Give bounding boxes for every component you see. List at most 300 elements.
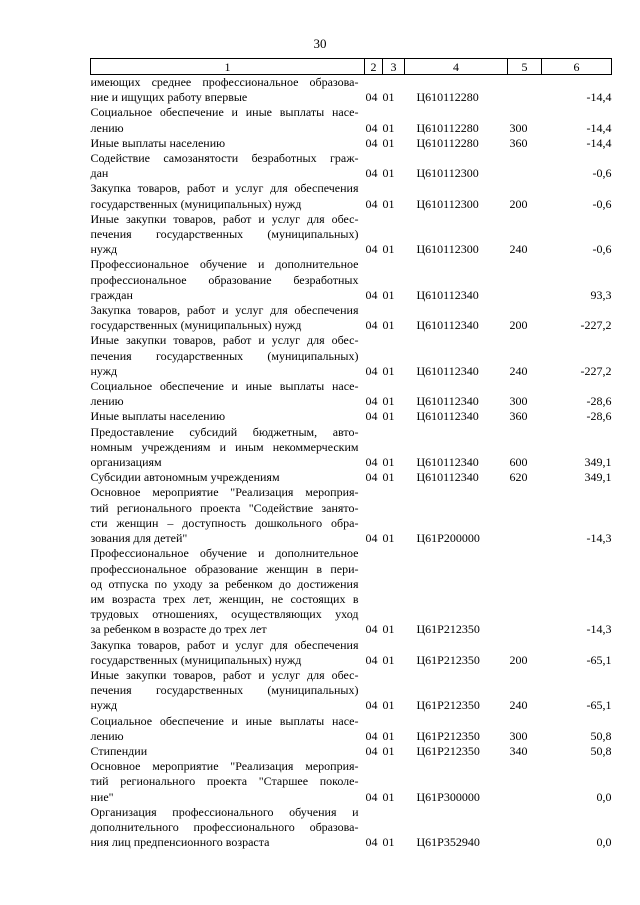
expense-type-code: 200 [509, 652, 528, 667]
subsection-code: 01 [382, 287, 395, 302]
subsection-code-cell [383, 425, 405, 471]
section-code-cell [365, 409, 383, 424]
row-name-line: ние" [90, 789, 114, 804]
expense-type-code-cell [508, 668, 542, 714]
subsection-code: 01 [382, 120, 395, 135]
row-name-line: государственных (муниципальных) нужд [90, 318, 302, 333]
row-name [91, 546, 365, 637]
expense-type-code: 200 [509, 196, 528, 211]
expense-type-code [508, 531, 510, 545]
target-article-code: Ц61Р212350 [416, 728, 480, 743]
target-article-code-cell [405, 333, 508, 379]
target-article-code: Ц61Р212350 [416, 743, 480, 758]
expense-type-code-cell [508, 759, 542, 805]
column-header: 1 [91, 59, 365, 75]
expense-type-code-cell [508, 470, 542, 485]
target-article-code: Ц61Р200000 [416, 531, 480, 546]
table-row [91, 409, 612, 424]
row-name-line: государственных (муниципальных) нужд [90, 652, 302, 667]
section-code-cell [365, 379, 383, 409]
amount-value: 0,0 [596, 835, 612, 850]
row-name-line: Иные закупки товаров, работ и услуг для обес- [90, 667, 359, 682]
section-code-cell [365, 136, 383, 151]
amount-value-cell [542, 257, 612, 303]
amount-value: -65,1 [586, 698, 612, 713]
table-row [91, 805, 612, 851]
column-header: 3 [383, 59, 405, 75]
amount-value-cell [542, 714, 612, 744]
expense-type-code-cell [508, 425, 542, 471]
section-code: 04 [365, 135, 378, 150]
expense-type-code-cell [508, 181, 542, 211]
expense-type-code-cell [508, 75, 542, 106]
expense-type-code: 300 [509, 120, 528, 135]
column-header: 4 [405, 59, 508, 75]
section-code: 04 [365, 622, 378, 637]
row-name-line: Закупка товаров, работ и услуг для обеспечения [90, 181, 359, 196]
expense-type-code: 360 [509, 409, 528, 424]
amount-value-cell [542, 212, 612, 258]
amount-value: 93,3 [590, 287, 612, 302]
subsection-code-cell [383, 257, 405, 303]
target-article-code: Ц61Р212350 [416, 652, 480, 667]
target-article-code-cell [405, 759, 508, 805]
row-name-line: Иные выплаты населению [90, 409, 226, 424]
section-code-cell [365, 744, 383, 759]
section-code-cell [365, 425, 383, 471]
expense-type-code-cell [508, 333, 542, 379]
row-name-line: за ребенком в возрасте до трех лет [90, 622, 267, 637]
target-article-code: Ц610112280 [416, 120, 479, 135]
expense-type-code-cell [508, 546, 542, 637]
expense-type-code: 360 [509, 135, 528, 150]
subsection-code-cell [383, 744, 405, 759]
subsection-code: 01 [382, 622, 395, 637]
expense-type-code: 240 [509, 698, 528, 713]
row-name-line: зования для детей" [90, 531, 188, 546]
row-name-line: дополнительного профессионального образова- [90, 819, 359, 834]
subsection-code-cell [383, 75, 405, 106]
section-code: 04 [365, 90, 378, 105]
section-code: 04 [365, 743, 378, 758]
target-article-code: Ц610112300 [416, 242, 479, 257]
section-code: 04 [365, 455, 378, 470]
section-code: 04 [365, 531, 378, 546]
row-name-line: Предоставление субсидий бюджетным, авто- [90, 424, 359, 439]
row-name-line: лению [90, 394, 124, 409]
subsection-code: 01 [382, 363, 395, 378]
amount-value: 0,0 [596, 789, 612, 804]
section-code-cell [365, 485, 383, 546]
table-row [91, 546, 612, 637]
target-article-code: Ц61Р212350 [416, 622, 480, 637]
section-code-cell [365, 212, 383, 258]
row-name-line: нужд [90, 363, 118, 378]
subsection-code-cell [383, 105, 405, 135]
table-row [91, 759, 612, 805]
amount-value: -14,4 [586, 90, 612, 105]
table-row [91, 105, 612, 135]
subsection-code: 01 [382, 728, 395, 743]
target-article-code-cell [405, 136, 508, 151]
table-row [91, 212, 612, 258]
row-name [91, 257, 365, 303]
subsection-code: 01 [382, 743, 395, 758]
expense-type-code-cell [508, 303, 542, 333]
expense-type-code [508, 622, 510, 636]
section-code: 04 [365, 470, 378, 485]
expense-type-code-cell [508, 744, 542, 759]
subsection-code-cell [383, 379, 405, 409]
amount-value: -0,6 [592, 166, 612, 181]
row-name-line: нужд [90, 242, 118, 257]
subsection-code-cell [383, 714, 405, 744]
amount-value: -14,4 [586, 135, 612, 150]
table-row [91, 75, 612, 106]
column-header: 2 [365, 59, 383, 75]
row-name [91, 805, 365, 851]
row-name-line: печения государственных (муниципальных) [90, 683, 359, 698]
target-article-code: Ц61Р352940 [416, 835, 480, 850]
row-name-line: Закупка товаров, работ и услуг для обеспечения [90, 303, 359, 318]
subsection-code-cell [383, 333, 405, 379]
row-name-line: трудовых отношениях, осуществляющих уход [90, 607, 359, 622]
expense-type-code: 200 [509, 318, 528, 333]
row-name-line: нужд [90, 698, 118, 713]
target-article-code-cell [405, 151, 508, 181]
column-header: 5 [508, 59, 542, 75]
expense-type-code-cell [508, 212, 542, 258]
subsection-code-cell [383, 668, 405, 714]
row-name-line: профессиональное образование безработных [90, 272, 359, 287]
row-name [91, 379, 365, 409]
row-name [91, 425, 365, 471]
expense-type-code: 300 [509, 728, 528, 743]
row-name-line: Социальное обеспечение и иные выплаты насе- [90, 105, 359, 120]
subsection-code: 01 [382, 409, 395, 424]
row-name-line: Организация профессионального обучения и [90, 804, 359, 819]
row-name-line: номным учреждениям и иным некоммерческим [90, 439, 359, 454]
row-name [91, 744, 365, 759]
target-article-code: Ц610112280 [416, 90, 479, 105]
row-name [91, 714, 365, 744]
amount-value: -14,4 [586, 120, 612, 135]
target-article-code-cell [405, 805, 508, 851]
expense-type-code-cell [508, 257, 542, 303]
section-code: 04 [365, 835, 378, 850]
table-row [91, 257, 612, 303]
row-name-line: государственных (муниципальных) нужд [90, 196, 302, 211]
expense-type-code: 600 [509, 455, 528, 470]
subsection-code-cell [383, 151, 405, 181]
amount-value-cell [542, 470, 612, 485]
amount-value-cell [542, 379, 612, 409]
target-article-code: Ц610112340 [416, 363, 479, 378]
section-code: 04 [365, 698, 378, 713]
table-body [91, 75, 612, 851]
target-article-code: Ц61Р212350 [416, 698, 480, 713]
section-code-cell [365, 105, 383, 135]
section-code: 04 [365, 242, 378, 257]
row-name-line: ние и ищущих работу впервые [90, 90, 248, 105]
expense-type-code-cell [508, 136, 542, 151]
row-name [91, 75, 365, 106]
row-name [91, 212, 365, 258]
amount-value-cell [542, 668, 612, 714]
page-number: 30 [313, 36, 327, 51]
amount-value: -14,3 [586, 531, 612, 546]
expense-type-code [508, 166, 510, 180]
section-code: 04 [365, 166, 378, 181]
section-code-cell [365, 333, 383, 379]
row-name-line: профессиональное образование женщин в пери- [90, 561, 359, 576]
row-name [91, 638, 365, 668]
amount-value-cell [542, 485, 612, 546]
row-name-line: лению [90, 120, 124, 135]
amount-value: -14,3 [586, 622, 612, 637]
expense-type-code-cell [508, 151, 542, 181]
expense-type-code [508, 90, 510, 104]
row-name [91, 409, 365, 424]
expense-type-code-cell [508, 638, 542, 668]
budget-table [90, 58, 612, 850]
target-article-code: Ц610112300 [416, 166, 479, 181]
amount-value: -65,1 [586, 652, 612, 667]
subsection-code-cell [383, 485, 405, 546]
row-name [91, 759, 365, 805]
expense-type-code-cell [508, 485, 542, 546]
target-article-code-cell [405, 257, 508, 303]
target-article-code-cell [405, 75, 508, 106]
section-code: 04 [365, 394, 378, 409]
row-name-line: печения государственных (муниципальных) [90, 227, 359, 242]
row-name-line: Иные закупки товаров, работ и услуг для обес- [90, 211, 359, 226]
amount-value-cell [542, 546, 612, 637]
target-article-code-cell [405, 485, 508, 546]
target-article-code-cell [405, 638, 508, 668]
row-name-line: тий регионального проекта "Содействие занято- [90, 500, 359, 515]
target-article-code: Ц610112340 [416, 470, 479, 485]
target-article-code: Ц610112340 [416, 394, 479, 409]
row-name [91, 105, 365, 135]
subsection-code: 01 [382, 652, 395, 667]
amount-value-cell [542, 409, 612, 424]
target-article-code-cell [405, 714, 508, 744]
amount-value-cell [542, 805, 612, 851]
subsection-code: 01 [382, 789, 395, 804]
table-row [91, 470, 612, 485]
section-code: 04 [365, 196, 378, 211]
amount-value: -28,6 [586, 409, 612, 424]
expense-type-code: 620 [509, 470, 528, 485]
amount-value: 50,8 [590, 743, 612, 758]
subsection-code-cell [383, 212, 405, 258]
row-name-line: Закупка товаров, работ и услуг для обеспечения [90, 637, 359, 652]
target-article-code-cell [405, 425, 508, 471]
table-row [91, 744, 612, 759]
table-row [91, 668, 612, 714]
expense-type-code-cell [508, 805, 542, 851]
target-article-code-cell [405, 668, 508, 714]
row-name-line: Основное мероприятие "Реализация мероприя- [90, 759, 359, 774]
amount-value-cell [542, 105, 612, 135]
expense-type-code [508, 790, 510, 804]
amount-value: -227,2 [580, 318, 612, 333]
target-article-code: Ц61Р300000 [416, 789, 480, 804]
subsection-code-cell [383, 805, 405, 851]
subsection-code: 01 [382, 318, 395, 333]
row-name-line: Социальное обеспечение и иные выплаты насе- [90, 713, 359, 728]
target-article-code-cell [405, 409, 508, 424]
row-name-line: Профессиональное обучение и дополнительное [90, 257, 359, 272]
section-code-cell [365, 668, 383, 714]
table-header-row [91, 59, 612, 75]
target-article-code-cell [405, 303, 508, 333]
row-name-line: сти женщин – доступность дошкольного обра- [90, 515, 359, 530]
section-code-cell [365, 75, 383, 106]
section-code-cell [365, 257, 383, 303]
row-name-line: Иные выплаты населению [90, 135, 226, 150]
amount-value: -0,6 [592, 242, 612, 257]
subsection-code: 01 [382, 166, 395, 181]
amount-value: -28,6 [586, 394, 612, 409]
amount-value-cell [542, 181, 612, 211]
section-code-cell [365, 714, 383, 744]
row-name-line: Основное мероприятие "Реализация мероприя- [90, 485, 359, 500]
row-name-line: Стипендии [90, 743, 148, 758]
table-row [91, 333, 612, 379]
amount-value-cell [542, 744, 612, 759]
row-name-line: од отпуска по уходу за ребенком до достижения [90, 576, 359, 591]
subsection-code: 01 [382, 470, 395, 485]
section-code-cell [365, 151, 383, 181]
amount-value-cell [542, 425, 612, 471]
target-article-code: Ц610112340 [416, 409, 479, 424]
target-article-code: Ц610112340 [416, 318, 479, 333]
row-name [91, 333, 365, 379]
expense-type-code-cell [508, 409, 542, 424]
target-article-code: Ц610112300 [416, 196, 479, 211]
section-code-cell [365, 470, 383, 485]
target-article-code-cell [405, 212, 508, 258]
target-article-code: Ц610112280 [416, 135, 479, 150]
subsection-code-cell [383, 638, 405, 668]
target-article-code: Ц610112340 [416, 287, 479, 302]
target-article-code-cell [405, 181, 508, 211]
expense-type-code: 240 [509, 363, 528, 378]
expense-type-code-cell [508, 379, 542, 409]
table-row [91, 151, 612, 181]
row-name-line: граждан [90, 287, 133, 302]
subsection-code: 01 [382, 242, 395, 257]
subsection-code: 01 [382, 135, 395, 150]
amount-value-cell [542, 759, 612, 805]
subsection-code: 01 [382, 698, 395, 713]
row-name [91, 181, 365, 211]
expense-type-code [508, 835, 510, 849]
row-name-line: Содействие самозанятости безработных граж- [90, 151, 359, 166]
amount-value-cell [542, 136, 612, 151]
expense-type-code [508, 288, 510, 302]
row-name-line: дан [90, 166, 109, 181]
subsection-code-cell [383, 546, 405, 637]
subsection-code-cell [383, 759, 405, 805]
target-article-code-cell [405, 744, 508, 759]
target-article-code-cell [405, 379, 508, 409]
row-name-line: организациям [90, 455, 162, 470]
section-code: 04 [365, 409, 378, 424]
section-code-cell [365, 805, 383, 851]
section-code-cell [365, 303, 383, 333]
subsection-code-cell [383, 303, 405, 333]
row-name-line: Субсидии автономным учреждениям [90, 470, 280, 485]
subsection-code-cell [383, 181, 405, 211]
expense-type-code-cell [508, 105, 542, 135]
target-article-code-cell [405, 105, 508, 135]
section-code: 04 [365, 728, 378, 743]
target-article-code: Ц610112340 [416, 455, 479, 470]
section-code: 04 [365, 120, 378, 135]
row-name-line: им возраста трех лет, женщин, не состоящих в [90, 591, 359, 606]
table-row [91, 303, 612, 333]
section-code-cell [365, 638, 383, 668]
expense-type-code: 240 [509, 242, 528, 257]
table-row [91, 714, 612, 744]
column-header: 6 [542, 59, 612, 75]
section-code: 04 [365, 318, 378, 333]
row-name-line: Профессиональное обучение и дополнительное [90, 546, 359, 561]
subsection-code: 01 [382, 196, 395, 211]
subsection-code: 01 [382, 455, 395, 470]
subsection-code: 01 [382, 531, 395, 546]
amount-value-cell [542, 333, 612, 379]
row-name [91, 136, 365, 151]
section-code: 04 [365, 652, 378, 667]
table-row [91, 638, 612, 668]
row-name [91, 470, 365, 485]
subsection-code: 01 [382, 394, 395, 409]
row-name [91, 151, 365, 181]
expense-type-code-cell [508, 714, 542, 744]
row-name [91, 303, 365, 333]
subsection-code-cell [383, 136, 405, 151]
amount-value: 349,1 [584, 455, 612, 470]
subsection-code: 01 [382, 90, 395, 105]
subsection-code: 01 [382, 835, 395, 850]
expense-type-code: 340 [509, 743, 528, 758]
amount-value: -0,6 [592, 196, 612, 211]
amount-value-cell [542, 638, 612, 668]
row-name-line: Социальное обеспечение и иные выплаты насе- [90, 379, 359, 394]
table-row [91, 425, 612, 471]
amount-value-cell [542, 151, 612, 181]
section-code-cell [365, 181, 383, 211]
row-name-line: имеющих среднее профессиональное образова- [90, 75, 359, 89]
table-row [91, 136, 612, 151]
target-article-code-cell [405, 470, 508, 485]
section-code-cell [365, 759, 383, 805]
amount-value: 50,8 [590, 728, 612, 743]
table-row [91, 485, 612, 546]
section-code-cell [365, 546, 383, 637]
section-code: 04 [365, 363, 378, 378]
row-name-line: печения государственных (муниципальных) [90, 348, 359, 363]
section-code: 04 [365, 789, 378, 804]
table-row [91, 379, 612, 409]
target-article-code-cell [405, 546, 508, 637]
row-name-line: тий регионального проекта "Старшее поколе- [90, 774, 359, 789]
table-row [91, 181, 612, 211]
